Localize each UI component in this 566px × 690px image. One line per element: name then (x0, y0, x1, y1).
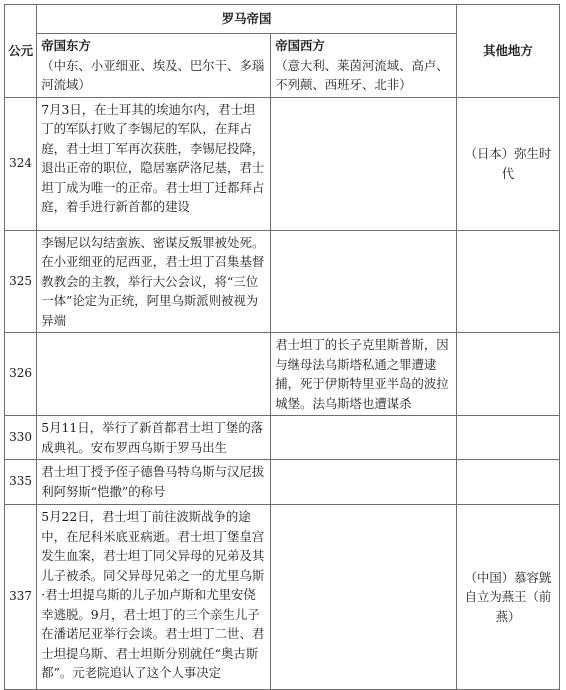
table-body (5, 97, 560, 690)
other-cell: （日本）弥生时代 (456, 97, 559, 230)
east-cell: 5月11日，举行了新首都君士坦丁堡的落成典礼。安布罗西乌斯于罗马出生 (37, 416, 271, 460)
east-regions: （中东、小亚细亚、埃及、巴尔干、多瑙河流域） (41, 57, 265, 92)
other-cell (456, 230, 559, 333)
west-column-header (271, 34, 457, 98)
other-cell: （中国）慕容皝自立为燕王（前燕） (456, 505, 559, 690)
table-row (5, 230, 560, 333)
east-cell (37, 333, 271, 416)
table-row (5, 97, 560, 230)
other-places-header: 其他地方 (456, 5, 559, 98)
west-cell: 君士坦丁的长子克里斯普斯，因与继母法乌斯塔私通之罪遭逮捕，死于伊斯特里亚半岛的波拉城堡。法乌斯塔也遭谋杀 (271, 333, 457, 416)
table-row (5, 460, 560, 505)
west-cell (271, 97, 457, 230)
west-cell (271, 230, 457, 333)
year-column-header: 公元 (5, 5, 37, 98)
east-cell: 7月3日，在土耳其的埃迪尔内，君士坦丁的军队打败了李锡尼的军队，在拜占庭，君士坦丁军再次获胜，李锡尼投降，退出正帝的职位，隐居塞萨洛尼基，君士坦丁成为唯一的正帝。君士坦丁迁都拜占庭，着手进行新首都的建设 (37, 97, 271, 230)
table-row (5, 416, 560, 460)
year-cell: 335 (5, 460, 37, 505)
east-cell: 李锡尼以勾结蛮族、密谋反叛罪被处死。在小亚细亚的尼西亚，君士坦丁召集基督教教会的主教，举行大公会议，将“三位一体”论定为正统，阿里乌斯派则被视为异端 (37, 230, 271, 333)
west-title: 帝国西方 (275, 38, 325, 53)
year-cell: 330 (5, 416, 37, 460)
west-cell (271, 460, 457, 505)
year-cell: 324 (5, 97, 37, 230)
table-header (5, 5, 560, 98)
west-cell (271, 505, 457, 690)
east-column-header (37, 34, 271, 98)
table-row (5, 505, 560, 690)
other-cell (456, 460, 559, 505)
year-cell: 325 (5, 230, 37, 333)
chronology-table (4, 4, 560, 690)
east-cell: 5月22日，君士坦丁前往波斯战争的途中，在尼科米底亚病逝。君士坦丁堡皇宫发生血案，君士坦丁同父异母的兄弟及其儿子被杀。同父异母兄弟之一的尤里乌斯·君士坦提乌斯的儿子加卢斯和尤里安侥幸逃脱。9月，君士坦丁的三个亲生儿子在潘诺尼亚举行会谈。君士坦丁二世、君士坦提乌斯、君士坦斯分别就任“奥古斯都”。元老院追认了这个人事决定 (37, 505, 271, 690)
east-cell: 君士坦丁授予侄子德鲁马特乌斯与汉尼拔利阿努斯“恺撒”的称号 (37, 460, 271, 505)
year-cell: 337 (5, 505, 37, 690)
west-cell (271, 416, 457, 460)
other-cell (456, 333, 559, 416)
year-cell: 326 (5, 333, 37, 416)
east-title: 帝国东方 (41, 38, 91, 53)
other-cell (456, 416, 559, 460)
roman-empire-header: 罗马帝国 (37, 5, 457, 34)
west-regions: （意大利、莱茵河流域、高卢、不列颠、西班牙、北非） (275, 57, 449, 92)
table-row (5, 333, 560, 416)
